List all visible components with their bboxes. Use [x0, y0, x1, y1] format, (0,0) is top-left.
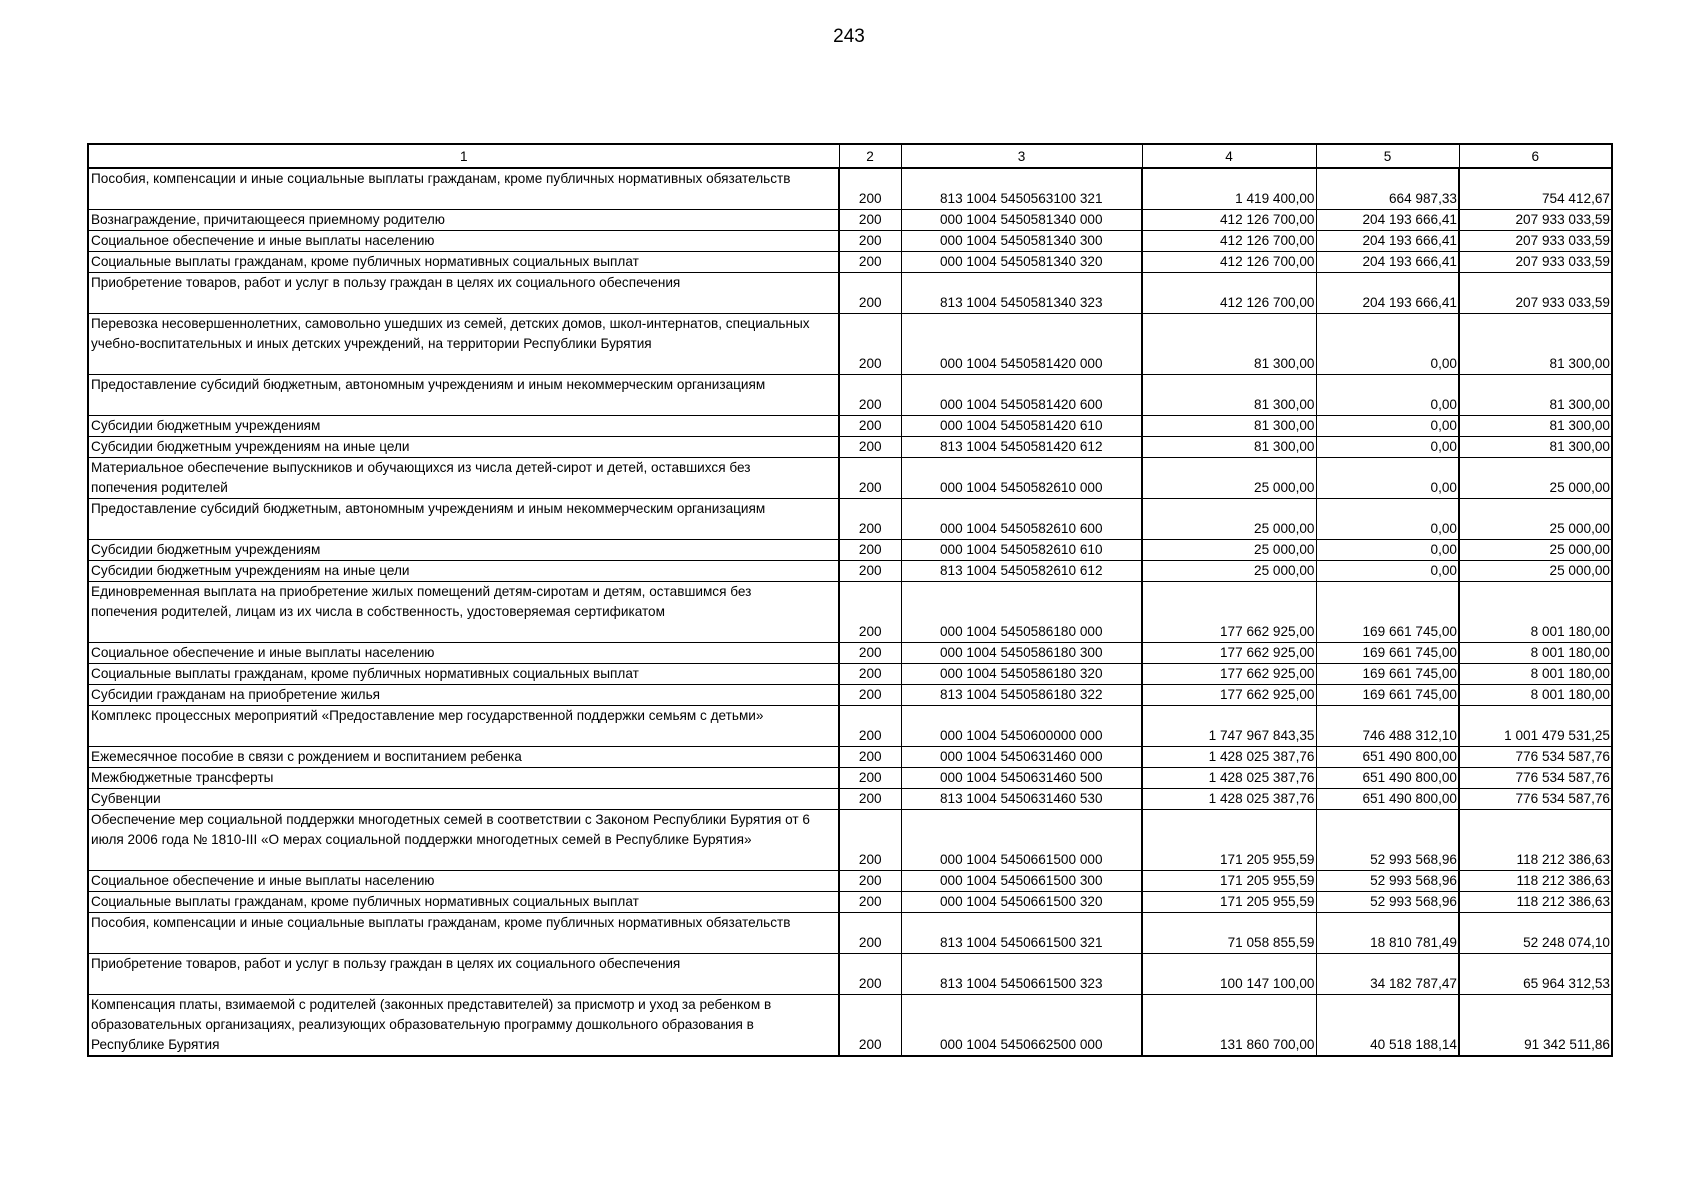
row-code: 200 — [839, 954, 901, 995]
table-row — [88, 499, 1612, 540]
row-name: Субсидии бюджетным учреждениям — [88, 416, 839, 437]
row-approved-amount: 81 300,00 — [1142, 314, 1316, 375]
row-code: 200 — [839, 375, 901, 416]
table-row — [88, 458, 1612, 499]
row-code: 200 — [839, 747, 901, 768]
row-approved-amount: 25 000,00 — [1142, 499, 1316, 540]
column-header-1: 1 — [88, 144, 839, 168]
row-unexecuted-amount: 207 933 033,59 — [1459, 273, 1612, 314]
row-unexecuted-amount: 754 412,67 — [1459, 168, 1612, 210]
row-code: 200 — [839, 416, 901, 437]
row-name: Перевозка несовершеннолетних, самовольно ушедших из семей, детских домов, школ-интернатов, специальных учебно-воспитательных и иных детских учреждений, на территории Республики Бурятия — [88, 314, 839, 375]
table-row — [88, 252, 1612, 273]
row-executed-amount: 651 490 800,00 — [1316, 747, 1459, 768]
row-unexecuted-amount: 118 212 386,63 — [1459, 810, 1612, 871]
row-executed-amount: 0,00 — [1316, 458, 1459, 499]
column-header-2: 2 — [839, 144, 901, 168]
table-row — [88, 231, 1612, 252]
table-row — [88, 747, 1612, 768]
table-row — [88, 685, 1612, 706]
row-code: 200 — [839, 273, 901, 314]
row-code: 200 — [839, 892, 901, 913]
row-unexecuted-amount: 91 342 511,86 — [1459, 995, 1612, 1057]
row-classification: 000 1004 5450581340 000 — [901, 210, 1142, 231]
row-name: Предоставление субсидий бюджетным, автономным учреждениям и иным некоммерческим организациям — [88, 375, 839, 416]
table-row — [88, 314, 1612, 375]
table-row — [88, 375, 1612, 416]
row-code: 200 — [839, 664, 901, 685]
row-name: Социальные выплаты гражданам, кроме публичных нормативных социальных выплат — [88, 892, 839, 913]
table-row — [88, 892, 1612, 913]
row-name: Пособия, компенсации и иные социальные выплаты гражданам, кроме публичных нормативных обязательств — [88, 913, 839, 954]
table-row — [88, 540, 1612, 561]
row-name: Социальное обеспечение и иные выплаты населению — [88, 643, 839, 664]
row-classification: 000 1004 5450586180 320 — [901, 664, 1142, 685]
row-code: 200 — [839, 210, 901, 231]
row-executed-amount: 204 193 666,41 — [1316, 210, 1459, 231]
row-unexecuted-amount: 25 000,00 — [1459, 458, 1612, 499]
row-approved-amount: 1 428 025 387,76 — [1142, 789, 1316, 810]
row-executed-amount: 0,00 — [1316, 416, 1459, 437]
row-unexecuted-amount: 8 001 180,00 — [1459, 643, 1612, 664]
row-name: Субсидии бюджетным учреждениям — [88, 540, 839, 561]
row-name: Приобретение товаров, работ и услуг в пользу граждан в целях их социального обеспечения — [88, 954, 839, 995]
table-row — [88, 437, 1612, 458]
table-header-row — [88, 144, 1612, 168]
row-name: Социальные выплаты гражданам, кроме публичных нормативных социальных выплат — [88, 664, 839, 685]
row-unexecuted-amount: 207 933 033,59 — [1459, 210, 1612, 231]
row-classification: 000 1004 5450581340 320 — [901, 252, 1142, 273]
row-classification: 000 1004 5450661500 320 — [901, 892, 1142, 913]
row-name: Единовременная выплата на приобретение жилых помещений детям-сиротам и детям, оставшимся без попечения родителей, лицам из их числа в собственность, удостоверяемая сертификатом — [88, 582, 839, 643]
row-executed-amount: 0,00 — [1316, 561, 1459, 582]
table-row — [88, 995, 1612, 1057]
row-executed-amount: 651 490 800,00 — [1316, 768, 1459, 789]
row-executed-amount: 52 993 568,96 — [1316, 810, 1459, 871]
row-unexecuted-amount: 118 212 386,63 — [1459, 892, 1612, 913]
row-name: Ежемесячное пособие в связи с рождением и воспитанием ребенка — [88, 747, 839, 768]
row-unexecuted-amount: 776 534 587,76 — [1459, 768, 1612, 789]
row-approved-amount: 171 205 955,59 — [1142, 810, 1316, 871]
row-unexecuted-amount: 81 300,00 — [1459, 314, 1612, 375]
row-approved-amount: 177 662 925,00 — [1142, 685, 1316, 706]
row-code: 200 — [839, 437, 901, 458]
row-unexecuted-amount: 776 534 587,76 — [1459, 789, 1612, 810]
row-executed-amount: 204 193 666,41 — [1316, 252, 1459, 273]
row-unexecuted-amount: 207 933 033,59 — [1459, 231, 1612, 252]
row-approved-amount: 171 205 955,59 — [1142, 871, 1316, 892]
row-classification: 000 1004 5450581420 600 — [901, 375, 1142, 416]
row-code: 200 — [839, 810, 901, 871]
row-code: 200 — [839, 789, 901, 810]
row-unexecuted-amount: 65 964 312,53 — [1459, 954, 1612, 995]
row-unexecuted-amount: 25 000,00 — [1459, 561, 1612, 582]
row-name: Вознаграждение, причитающееся приемному родителю — [88, 210, 839, 231]
row-approved-amount: 412 126 700,00 — [1142, 273, 1316, 314]
row-classification: 000 1004 5450582610 600 — [901, 499, 1142, 540]
row-approved-amount: 412 126 700,00 — [1142, 210, 1316, 231]
table-row — [88, 913, 1612, 954]
table-row — [88, 789, 1612, 810]
row-approved-amount: 25 000,00 — [1142, 540, 1316, 561]
row-unexecuted-amount: 118 212 386,63 — [1459, 871, 1612, 892]
row-approved-amount: 25 000,00 — [1142, 561, 1316, 582]
row-unexecuted-amount: 776 534 587,76 — [1459, 747, 1612, 768]
row-approved-amount: 1 419 400,00 — [1142, 168, 1316, 210]
row-name: Субсидии бюджетным учреждениям на иные цели — [88, 561, 839, 582]
row-code: 200 — [839, 643, 901, 664]
row-unexecuted-amount: 25 000,00 — [1459, 499, 1612, 540]
row-approved-amount: 100 147 100,00 — [1142, 954, 1316, 995]
row-approved-amount: 177 662 925,00 — [1142, 664, 1316, 685]
table-row — [88, 706, 1612, 747]
table-row — [88, 168, 1612, 210]
row-code: 200 — [839, 685, 901, 706]
row-executed-amount: 169 661 745,00 — [1316, 685, 1459, 706]
row-classification: 000 1004 5450586180 300 — [901, 643, 1142, 664]
row-approved-amount: 412 126 700,00 — [1142, 231, 1316, 252]
row-approved-amount: 71 058 855,59 — [1142, 913, 1316, 954]
row-executed-amount: 52 993 568,96 — [1316, 892, 1459, 913]
row-approved-amount: 81 300,00 — [1142, 375, 1316, 416]
row-classification: 813 1004 5450581340 323 — [901, 273, 1142, 314]
row-executed-amount: 18 810 781,49 — [1316, 913, 1459, 954]
row-classification: 000 1004 5450600000 000 — [901, 706, 1142, 747]
column-header-4: 4 — [1142, 144, 1316, 168]
row-classification: 000 1004 5450661500 300 — [901, 871, 1142, 892]
row-name: Комплекс процессных мероприятий «Предоставление мер государственной поддержки семьям с детьми» — [88, 706, 839, 747]
row-name: Компенсация платы, взимаемой с родителей (законных представителей) за присмотр и уход за ребенком в образовательных организациях, реализующих образовательную программу дошкольного образования в Республике Бурятия — [88, 995, 839, 1057]
row-code: 200 — [839, 582, 901, 643]
row-unexecuted-amount: 52 248 074,10 — [1459, 913, 1612, 954]
row-unexecuted-amount: 8 001 180,00 — [1459, 685, 1612, 706]
row-unexecuted-amount: 81 300,00 — [1459, 437, 1612, 458]
row-executed-amount: 169 661 745,00 — [1316, 664, 1459, 685]
table-row — [88, 768, 1612, 789]
row-executed-amount: 0,00 — [1316, 540, 1459, 561]
table-row — [88, 954, 1612, 995]
row-name: Обеспечение мер социальной поддержки многодетных семей в соответствии с Законом Республики Бурятия от 6 июля 2006 года № 1810-III «О мерах социальной поддержки многодетных семей в Республике Бурятия» — [88, 810, 839, 871]
row-unexecuted-amount: 8 001 180,00 — [1459, 664, 1612, 685]
row-executed-amount: 40 518 188,14 — [1316, 995, 1459, 1057]
page-number: 243 — [833, 26, 865, 47]
row-classification: 000 1004 5450582610 000 — [901, 458, 1142, 499]
row-name: Социальное обеспечение и иные выплаты населению — [88, 871, 839, 892]
row-executed-amount: 746 488 312,10 — [1316, 706, 1459, 747]
table-row — [88, 561, 1612, 582]
row-name: Социальное обеспечение и иные выплаты населению — [88, 231, 839, 252]
row-code: 200 — [839, 540, 901, 561]
row-classification: 813 1004 5450563100 321 — [901, 168, 1142, 210]
column-header-6: 6 — [1459, 144, 1612, 168]
row-executed-amount: 0,00 — [1316, 437, 1459, 458]
table-row — [88, 582, 1612, 643]
row-name: Пособия, компенсации и иные социальные выплаты гражданам, кроме публичных нормативных обязательств — [88, 168, 839, 210]
row-name: Межбюджетные трансферты — [88, 768, 839, 789]
row-code: 200 — [839, 499, 901, 540]
row-classification: 813 1004 5450586180 322 — [901, 685, 1142, 706]
row-classification: 813 1004 5450661500 323 — [901, 954, 1142, 995]
row-approved-amount: 171 205 955,59 — [1142, 892, 1316, 913]
row-classification: 000 1004 5450581420 610 — [901, 416, 1142, 437]
row-approved-amount: 25 000,00 — [1142, 458, 1316, 499]
row-unexecuted-amount: 81 300,00 — [1459, 375, 1612, 416]
column-header-5: 5 — [1316, 144, 1459, 168]
row-executed-amount: 0,00 — [1316, 375, 1459, 416]
row-unexecuted-amount: 25 000,00 — [1459, 540, 1612, 561]
row-name: Социальные выплаты гражданам, кроме публичных нормативных социальных выплат — [88, 252, 839, 273]
table-row — [88, 664, 1612, 685]
row-approved-amount: 81 300,00 — [1142, 416, 1316, 437]
row-executed-amount: 0,00 — [1316, 314, 1459, 375]
row-name: Субсидии гражданам на приобретение жилья — [88, 685, 839, 706]
row-code: 200 — [839, 768, 901, 789]
row-approved-amount: 1 747 967 843,35 — [1142, 706, 1316, 747]
row-approved-amount: 81 300,00 — [1142, 437, 1316, 458]
row-classification: 000 1004 5450661500 000 — [901, 810, 1142, 871]
table-row — [88, 273, 1612, 314]
row-approved-amount: 1 428 025 387,76 — [1142, 768, 1316, 789]
table-row — [88, 416, 1612, 437]
row-classification: 000 1004 5450582610 610 — [901, 540, 1142, 561]
row-executed-amount: 52 993 568,96 — [1316, 871, 1459, 892]
row-code: 200 — [839, 314, 901, 375]
row-classification: 000 1004 5450631460 500 — [901, 768, 1142, 789]
row-executed-amount: 169 661 745,00 — [1316, 643, 1459, 664]
row-name: Материальное обеспечение выпускников и обучающихся из числа детей-сирот и детей, оставшихся без попечения родителей — [88, 458, 839, 499]
row-classification: 813 1004 5450631460 530 — [901, 789, 1142, 810]
row-approved-amount: 131 860 700,00 — [1142, 995, 1316, 1057]
row-executed-amount: 651 490 800,00 — [1316, 789, 1459, 810]
row-executed-amount: 204 193 666,41 — [1316, 231, 1459, 252]
table-row — [88, 210, 1612, 231]
row-approved-amount: 177 662 925,00 — [1142, 582, 1316, 643]
row-unexecuted-amount: 81 300,00 — [1459, 416, 1612, 437]
row-classification: 813 1004 5450582610 612 — [901, 561, 1142, 582]
row-code: 200 — [839, 458, 901, 499]
row-classification: 000 1004 5450662500 000 — [901, 995, 1142, 1057]
row-code: 200 — [839, 995, 901, 1057]
row-approved-amount: 177 662 925,00 — [1142, 643, 1316, 664]
budget-table — [87, 143, 1613, 1057]
row-name: Субвенции — [88, 789, 839, 810]
table-body — [88, 168, 1612, 1056]
row-executed-amount: 204 193 666,41 — [1316, 273, 1459, 314]
row-classification: 813 1004 5450581420 612 — [901, 437, 1142, 458]
table-row — [88, 643, 1612, 664]
row-classification: 000 1004 5450581340 300 — [901, 231, 1142, 252]
row-code: 200 — [839, 561, 901, 582]
column-header-3: 3 — [901, 144, 1142, 168]
row-classification: 000 1004 5450586180 000 — [901, 582, 1142, 643]
row-name: Приобретение товаров, работ и услуг в пользу граждан в целях их социального обеспечения — [88, 273, 839, 314]
row-unexecuted-amount: 1 001 479 531,25 — [1459, 706, 1612, 747]
row-code: 200 — [839, 871, 901, 892]
row-executed-amount: 664 987,33 — [1316, 168, 1459, 210]
row-code: 200 — [839, 252, 901, 273]
row-classification: 813 1004 5450661500 321 — [901, 913, 1142, 954]
row-code: 200 — [839, 706, 901, 747]
row-code: 200 — [839, 168, 901, 210]
row-name: Предоставление субсидий бюджетным, автономным учреждениям и иным некоммерческим организациям — [88, 499, 839, 540]
row-classification: 000 1004 5450581420 000 — [901, 314, 1142, 375]
row-approved-amount: 412 126 700,00 — [1142, 252, 1316, 273]
row-code: 200 — [839, 913, 901, 954]
row-classification: 000 1004 5450631460 000 — [901, 747, 1142, 768]
row-name: Субсидии бюджетным учреждениям на иные цели — [88, 437, 839, 458]
row-unexecuted-amount: 8 001 180,00 — [1459, 582, 1612, 643]
row-code: 200 — [839, 231, 901, 252]
table-row — [88, 871, 1612, 892]
table-row — [88, 810, 1612, 871]
row-approved-amount: 1 428 025 387,76 — [1142, 747, 1316, 768]
row-executed-amount: 169 661 745,00 — [1316, 582, 1459, 643]
row-executed-amount: 34 182 787,47 — [1316, 954, 1459, 995]
row-unexecuted-amount: 207 933 033,59 — [1459, 252, 1612, 273]
row-executed-amount: 0,00 — [1316, 499, 1459, 540]
